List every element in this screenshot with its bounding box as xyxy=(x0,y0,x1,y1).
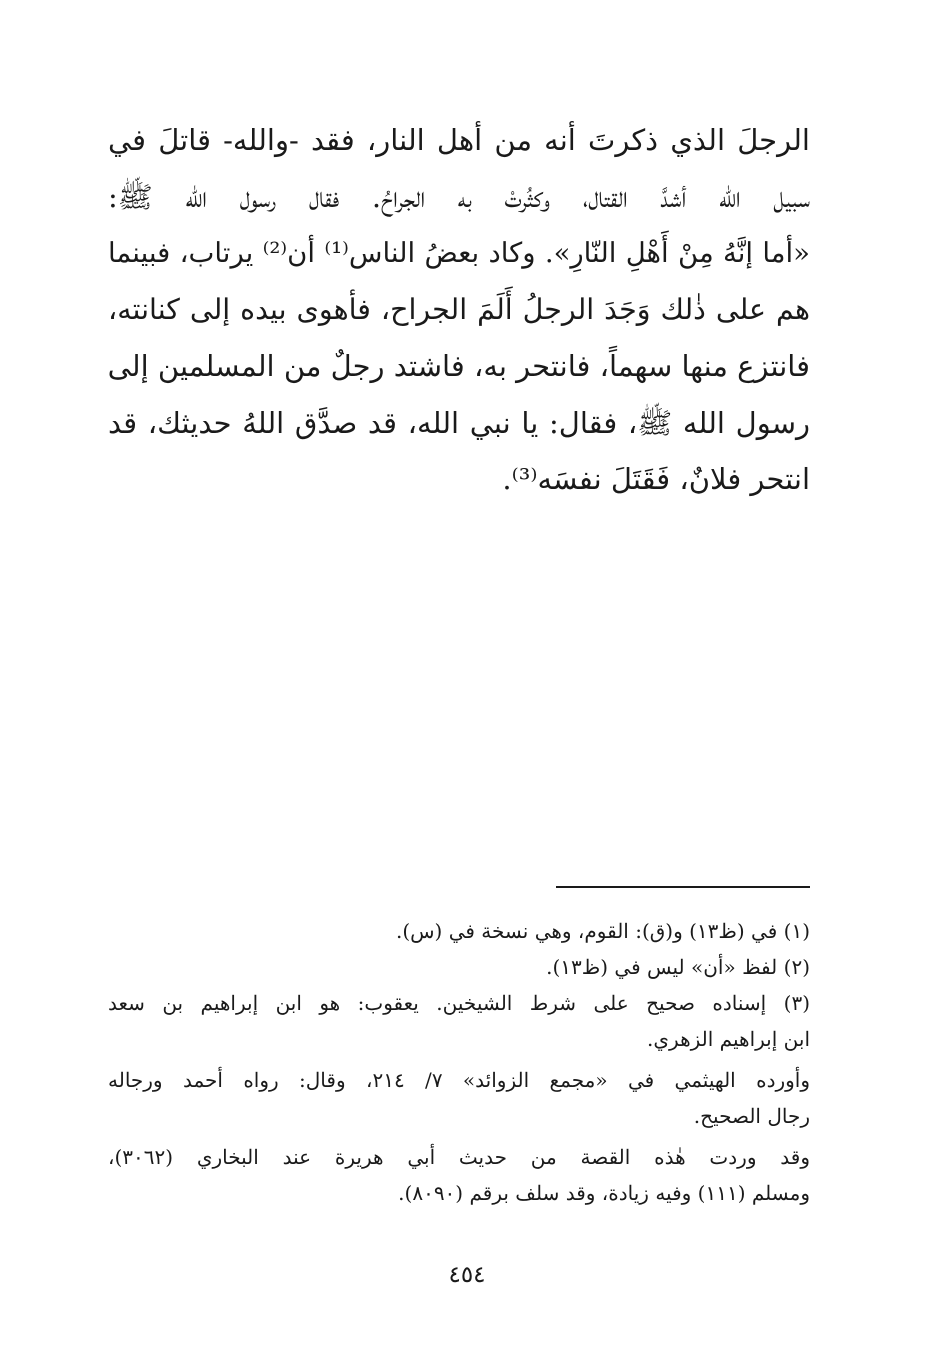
footnotes-section xyxy=(108,913,810,1211)
body-line-4: هم على ذٰلك وَجَدَ الرجلُ أَلَمَ الجراح، فأهوى بيده إلى كنانته، xyxy=(108,292,810,326)
footnote-3-para-3-line-2: ومسلم (١١١) وفيه زيادة، وقد سلف برقم (٨٠٩٠). xyxy=(398,1181,810,1205)
body-line-3: «أما إنَّهُ مِنْ أَهْلِ النّارِ». وكاد بعضُ الناس⁽¹⁾ أن⁽²⁾ يرتاب، فبينما xyxy=(108,237,810,269)
page-number: ٤٥٤ xyxy=(448,1262,486,1288)
footnote-3-para-2-line-1: وأورده الهيثمي في «مجمع الزوائد» ٧/ ٢١٤، وقال: رواه أحمد ورجاله xyxy=(108,1068,811,1092)
main-body-text xyxy=(108,112,810,508)
footnote-1: (١) في (ظ١٣) و(ق): القوم، وهي نسخة في (س). xyxy=(395,919,810,943)
body-line-7: انتحر فلانٌ، فَقَتَلَ نفسَه⁽³⁾. xyxy=(502,462,810,496)
body-line-6: رسول الله ﷺ، فقال: يا نبي الله، قد صدَّق اللهُ حديثك، قد xyxy=(108,405,810,440)
body-line-1: الرجلَ الذي ذكرتَ أنه من أهل النار، فقد -والله- قاتلَ في xyxy=(108,123,810,157)
footnote-3-para-2-line-2: رجال الصحيح. xyxy=(693,1104,810,1128)
footnote-3-para-3-line-1: وقد وردت هٰذه القصة من حديث أبي هريرة عند البخاري (٣٠٦٢)، xyxy=(108,1145,810,1169)
footnote-3-line-1: (٣) إسناده صحيح على شرط الشيخين. يعقوب: هو ابن إبراهيم بن سعد xyxy=(108,991,810,1015)
body-line-5: فانتزع منها سهماً، فانتحر به، فاشتد رجلٌ من المسلمين إلى xyxy=(107,349,810,383)
footnote-2: (٢) لفظ «أن» ليس في (ظ١٣). xyxy=(546,955,810,979)
body-line-2: سبيل الله أشدَّ القتال، وكثُرتْ به الجراحُ. فقال رسول الله ﷺ: xyxy=(108,179,810,214)
footnote-separator xyxy=(556,886,810,888)
footnote-3-line-2: ابن إبراهيم الزهري. xyxy=(647,1027,810,1051)
